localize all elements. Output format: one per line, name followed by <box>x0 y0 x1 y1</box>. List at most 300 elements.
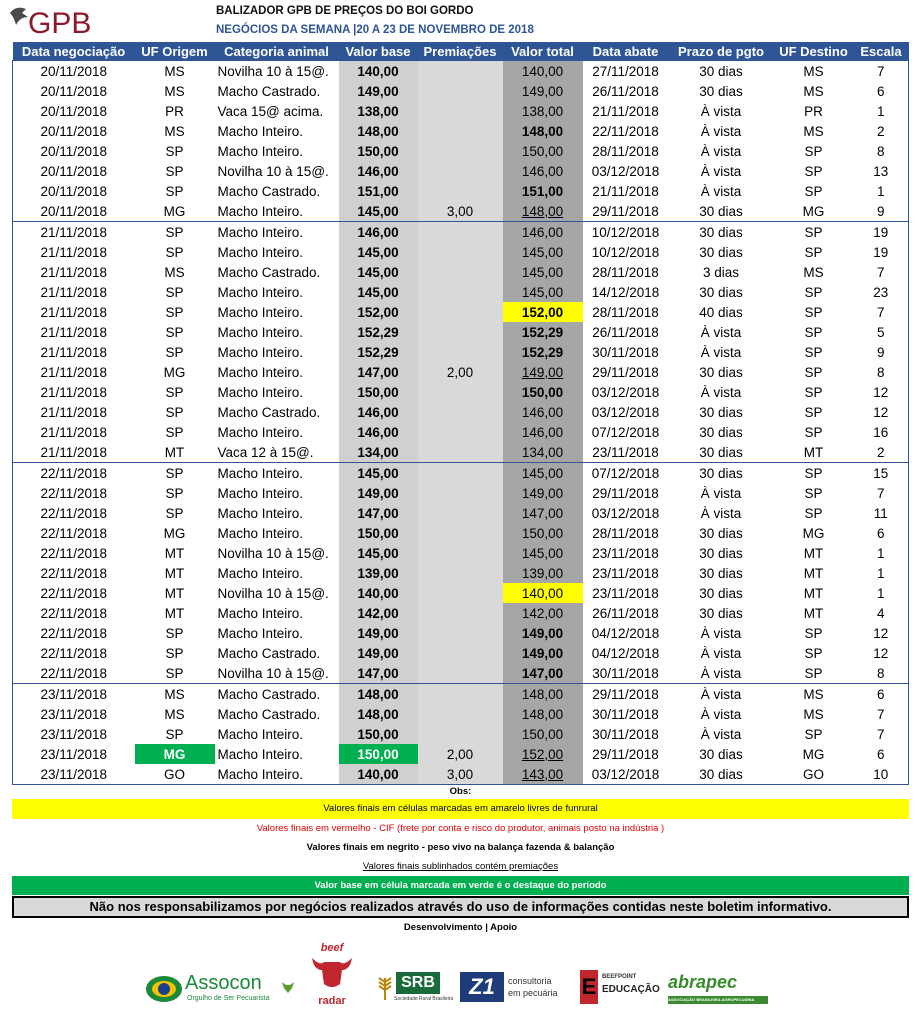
report-title: BALIZADOR GPB DE PREÇOS DO BOI GORDO <box>216 5 474 17</box>
premium-cell <box>418 222 503 243</box>
origin-state-cell: MT <box>164 585 185 601</box>
category-cell: Vaca 12 à 15@. <box>217 444 314 460</box>
slaughter-date-cell: 26/11/2018 <box>592 324 659 340</box>
payment-term-cell: 30 dias <box>699 746 743 762</box>
table-row <box>13 382 909 402</box>
premium-cell: 2,00 <box>418 362 503 382</box>
origin-state-cell: MG <box>135 744 215 764</box>
total-value-text: 148,00 <box>521 123 564 139</box>
trade-date-cell: 22/11/2018 <box>13 463 135 484</box>
origin-state-cell: MS <box>135 61 215 82</box>
origin-state-cell: MT <box>164 545 185 561</box>
total-value-text: 150,00 <box>521 726 564 742</box>
schedule-cell: 15 <box>854 463 909 484</box>
total-value-cell <box>503 463 583 484</box>
origin-state-cell: MG <box>163 364 186 380</box>
trade-date-cell: 20/11/2018 <box>13 61 135 82</box>
slaughter-date-cell: 29/11/2018 <box>583 684 669 705</box>
premium-cell <box>418 503 503 523</box>
payment-term-cell: 30 dias <box>699 444 743 460</box>
schedule-cell: 7 <box>876 726 885 742</box>
beefpoint-logo <box>580 970 660 1010</box>
slaughter-date-cell: 30/11/2018 <box>592 665 659 681</box>
beef-radar-logo <box>307 942 357 1020</box>
assocon-name: Assocon <box>185 972 262 994</box>
origin-state-cell: SP <box>165 424 184 440</box>
destination-state-cell: SP <box>804 665 823 681</box>
payment-term-cell: À vista <box>700 344 742 360</box>
slaughter-date-cell: 21/11/2018 <box>592 183 659 199</box>
origin-state-cell: SP <box>135 463 215 484</box>
base-value-cell: 148,00 <box>339 121 418 141</box>
total-value-text: 139,00 <box>521 565 564 581</box>
total-value-cell <box>503 242 583 262</box>
base-value-cell: 138,00 <box>339 101 418 121</box>
category-cell: Novilha 10 à 15@. <box>217 545 329 561</box>
total-value-text: 152,00 <box>521 304 564 320</box>
trade-date-cell: 20/11/2018 <box>40 203 108 219</box>
trade-date-cell: 22/11/2018 <box>40 585 108 601</box>
base-value-cell: 150,00 <box>339 382 418 402</box>
table-row <box>13 101 909 121</box>
trade-date-cell: 21/11/2018 <box>40 244 108 260</box>
total-value-text: 148,00 <box>521 203 564 219</box>
table-row <box>13 422 909 442</box>
total-value-cell <box>503 643 583 663</box>
total-value-text: 150,00 <box>521 525 564 541</box>
trade-date-cell: 20/11/2018 <box>40 143 108 159</box>
trade-date-cell: 20/11/2018 <box>40 163 108 179</box>
payment-term-cell: À vista <box>700 143 742 159</box>
base-value-cell: 147,00 <box>339 663 418 684</box>
premium-cell <box>418 583 503 603</box>
premium-cell: 2,00 <box>418 744 503 764</box>
total-value-cell <box>503 704 583 724</box>
payment-term-cell: À vista <box>700 625 742 641</box>
total-value-text: 146,00 <box>521 163 564 179</box>
payment-term-cell: 30 dias <box>669 463 774 484</box>
origin-state-cell: SP <box>165 726 184 742</box>
srb-tagline: Sociedade Rural Brasileira <box>394 996 454 1002</box>
destination-state-cell: MS <box>803 123 824 139</box>
column-header: Data abate <box>583 42 669 61</box>
payment-term-cell: 3 dias <box>702 264 740 280</box>
slaughter-date-cell: 30/11/2018 <box>592 726 659 742</box>
category-cell: Macho Inteiro. <box>217 203 304 219</box>
total-value-cell <box>503 623 583 643</box>
payment-term-cell: À vista <box>700 103 742 119</box>
trade-date-cell: 22/11/2018 <box>40 505 108 521</box>
table-row <box>13 61 909 82</box>
premium-cell <box>418 603 503 623</box>
slaughter-date-cell: 27/11/2018 <box>583 61 669 82</box>
schedule-cell: 6 <box>876 525 885 541</box>
destination-state-cell: MT <box>803 585 824 601</box>
trade-date-cell: 22/11/2018 <box>40 665 108 681</box>
bull-icon <box>281 980 295 994</box>
total-value-cell <box>503 483 583 503</box>
premium-cell <box>418 442 503 463</box>
base-value-cell: 142,00 <box>339 603 418 623</box>
category-cell: Macho Inteiro. <box>215 222 339 243</box>
premium-cell <box>418 141 503 161</box>
destination-state-cell: MG <box>802 746 825 762</box>
slaughter-date-cell: 23/11/2018 <box>592 545 659 561</box>
assocon-logo <box>145 970 295 1010</box>
origin-state-cell: SP <box>165 505 184 521</box>
trade-day-group <box>13 463 909 684</box>
payment-term-cell: 30 dias <box>669 764 774 785</box>
beef-radar-bottom: radar <box>318 995 346 1007</box>
base-value-cell: 150,00 <box>339 724 418 744</box>
trade-date-cell: 23/11/2018 <box>40 726 108 742</box>
table-row <box>13 543 909 563</box>
schedule-cell: 1 <box>876 565 885 581</box>
total-value-cell <box>503 222 583 243</box>
prices-table <box>12 42 909 785</box>
prices-table-wrapper <box>12 42 908 785</box>
slaughter-date-cell: 23/11/2018 <box>592 444 659 460</box>
table-row <box>13 161 909 181</box>
premium-cell <box>418 543 503 563</box>
schedule-cell: 6 <box>854 684 909 705</box>
destination-state-cell: SP <box>804 404 823 420</box>
note-bold: Valores finais em negrito - peso vivo na balança fazenda & balanção <box>306 842 615 853</box>
base-value-cell: 150,00 <box>339 141 418 161</box>
column-header: Escala <box>854 42 909 61</box>
report-subtitle: NEGÓCIOS DA SEMANA |20 A 23 DE NOVEMBRO DE 2018 <box>216 24 534 36</box>
schedule-cell: 8 <box>876 143 885 159</box>
category-cell: Novilha 10 à 15@. <box>217 585 329 601</box>
note-underline-text: Valores finais sublinhados contém premiações <box>362 861 559 872</box>
slaughter-date-cell: 23/11/2018 <box>592 565 659 581</box>
category-cell: Macho Castrado. <box>217 404 321 420</box>
trade-date-cell: 20/11/2018 <box>40 103 108 119</box>
total-value-cell <box>503 764 583 785</box>
trade-date-cell: 22/11/2018 <box>40 545 108 561</box>
destination-state-cell: SP <box>804 364 823 380</box>
base-value-cell: 148,00 <box>339 704 418 724</box>
total-value-text: 147,00 <box>521 505 564 521</box>
trade-date-cell: 21/11/2018 <box>40 384 108 400</box>
obs-label: Obs: <box>449 786 472 797</box>
category-cell: Macho Inteiro. <box>217 364 304 380</box>
trade-date-cell: 23/11/2018 <box>13 684 135 705</box>
slaughter-date-cell: 04/12/2018 <box>591 645 660 661</box>
total-value-cell <box>503 121 583 141</box>
schedule-cell: 7 <box>876 264 885 280</box>
destination-state-cell: SP <box>804 625 823 641</box>
total-value-text: 149,00 <box>521 625 564 641</box>
payment-term-cell: 30 dias <box>699 244 743 260</box>
table-row <box>13 643 909 663</box>
destination-state-cell: MS <box>803 264 824 280</box>
payment-term-cell: 40 dias <box>699 304 743 320</box>
schedule-cell: 9 <box>876 344 885 360</box>
origin-state-cell: SP <box>165 384 184 400</box>
schedule-cell: 12 <box>873 404 889 420</box>
column-header: UF Destino <box>774 42 854 61</box>
total-value-text: 145,00 <box>521 284 564 300</box>
payment-term-cell: 30 dias <box>699 83 743 99</box>
table-row <box>13 282 909 302</box>
payment-term-cell: 30 dias <box>669 222 774 243</box>
slaughter-date-cell: 22/11/2018 <box>592 123 659 139</box>
origin-state-cell: MT <box>164 444 185 460</box>
destination-state-cell: GO <box>774 764 854 785</box>
origin-state-cell: MG <box>163 203 186 219</box>
payment-term-cell: À vista <box>700 726 742 742</box>
trade-date-cell: 21/11/2018 <box>40 444 108 460</box>
category-cell: Macho Inteiro. <box>217 123 304 139</box>
premium-cell <box>418 322 503 342</box>
total-value-cell <box>503 724 583 744</box>
slaughter-date-cell: 30/11/2018 <box>592 706 659 722</box>
premium-cell <box>418 523 503 543</box>
column-header: Valor total <box>503 42 583 61</box>
abrapec-logo <box>668 972 774 1006</box>
schedule-cell: 5 <box>876 324 885 340</box>
slaughter-date-cell: 21/11/2018 <box>592 103 659 119</box>
total-value-text: 149,00 <box>521 364 564 380</box>
category-cell: Vaca 15@ acima. <box>217 103 324 119</box>
payment-term-cell: À vista <box>700 123 742 139</box>
base-value-cell: 147,00 <box>339 503 418 523</box>
total-value-text: 150,00 <box>521 384 564 400</box>
schedule-cell: 1 <box>876 585 885 601</box>
slaughter-date-cell: 14/12/2018 <box>591 284 660 300</box>
payment-term-cell: À vista <box>700 183 742 199</box>
base-value-cell: 148,00 <box>339 684 418 705</box>
premium-cell <box>418 302 503 322</box>
trade-date-cell: 22/11/2018 <box>40 605 108 621</box>
schedule-cell: 7 <box>876 304 885 320</box>
table-row <box>13 483 909 503</box>
table-row <box>13 724 909 744</box>
table-row <box>13 583 909 603</box>
schedule-cell: 12 <box>873 625 889 641</box>
destination-state-cell: SP <box>804 505 823 521</box>
column-header: Categoria animal <box>215 42 339 61</box>
destination-state-cell: SP <box>804 485 823 501</box>
trade-date-cell: 20/11/2018 <box>40 83 108 99</box>
table-header-row <box>13 42 909 61</box>
trade-date-cell: 23/11/2018 <box>40 706 108 722</box>
total-value-cell <box>503 442 583 463</box>
schedule-cell: 8 <box>876 665 885 681</box>
payment-term-cell: 30 dias <box>669 61 774 82</box>
destination-state-cell: SP <box>804 244 823 260</box>
destination-state-cell: MS <box>803 83 824 99</box>
origin-state-cell: SP <box>165 163 184 179</box>
payment-term-cell: 30 dias <box>699 545 743 561</box>
trade-date-cell: 20/11/2018 <box>40 123 108 139</box>
total-value-text: 134,00 <box>521 444 564 460</box>
total-value-text: 146,00 <box>521 424 564 440</box>
category-cell: Macho Inteiro. <box>217 485 304 501</box>
table-row <box>13 181 909 201</box>
base-value-cell: 150,00 <box>339 744 418 764</box>
schedule-cell: 9 <box>876 203 885 219</box>
destination-state-cell: MS <box>774 61 854 82</box>
base-value-cell: 152,29 <box>339 342 418 362</box>
trade-date-cell: 22/11/2018 <box>40 625 108 641</box>
total-value-text: 149,00 <box>521 485 564 501</box>
total-value-cell <box>503 663 583 684</box>
slaughter-date-cell: 29/11/2018 <box>592 203 659 219</box>
total-value-text: 145,00 <box>521 545 564 561</box>
origin-state-cell: MS <box>164 264 185 280</box>
origin-state-cell: SP <box>165 183 184 199</box>
premium-cell <box>418 161 503 181</box>
table-row <box>13 322 909 342</box>
payment-term-cell: 30 dias <box>699 284 743 300</box>
destination-state-cell: PR <box>804 103 823 119</box>
total-value-cell <box>503 543 583 563</box>
total-value-text: 152,00 <box>521 746 564 762</box>
total-value-text: 150,00 <box>521 143 564 159</box>
destination-state-cell: MT <box>803 444 824 460</box>
total-value-cell <box>503 101 583 121</box>
destination-state-cell: SP <box>804 645 823 661</box>
total-value-text: 143,00 <box>521 766 564 782</box>
total-value-text: 140,00 <box>521 63 564 79</box>
base-value-cell: 146,00 <box>339 402 418 422</box>
slaughter-date-cell: 28/11/2018 <box>592 143 659 159</box>
destination-state-cell: MT <box>803 565 824 581</box>
total-value-text: 148,00 <box>521 686 564 702</box>
total-value-text: 145,00 <box>521 465 564 481</box>
table-row <box>13 442 909 463</box>
total-value-text: 148,00 <box>521 706 564 722</box>
payment-term-cell: À vista <box>700 645 742 661</box>
premium-cell <box>418 422 503 442</box>
schedule-cell: 2 <box>876 123 885 139</box>
schedule-cell: 7 <box>876 706 885 722</box>
trade-date-cell: 21/11/2018 <box>40 364 108 380</box>
base-value-cell: 139,00 <box>339 563 418 583</box>
base-value-cell: 149,00 <box>339 623 418 643</box>
table-row <box>13 262 909 282</box>
column-header: Data negociação <box>13 42 135 61</box>
total-value-text: 146,00 <box>521 224 564 240</box>
total-value-text: 152,29 <box>521 344 564 360</box>
payment-term-cell: À vista <box>700 324 742 340</box>
total-value-cell <box>503 503 583 523</box>
category-cell: Macho Inteiro. <box>217 746 304 762</box>
base-value-cell: 145,00 <box>339 543 418 563</box>
premium-cell <box>418 684 503 705</box>
origin-state-cell: SP <box>165 625 184 641</box>
destination-state-cell: SP <box>804 304 823 320</box>
base-value-cell: 145,00 <box>339 262 418 282</box>
schedule-cell: 16 <box>873 424 889 440</box>
total-value-text: 140,00 <box>521 585 564 601</box>
payment-term-cell: 30 dias <box>699 203 743 219</box>
base-value-cell: 145,00 <box>339 282 418 302</box>
report-header <box>0 0 921 42</box>
payment-term-cell: À vista <box>700 485 742 501</box>
base-value-cell: 146,00 <box>339 161 418 181</box>
premium-cell <box>418 121 503 141</box>
schedule-cell: 7 <box>854 61 909 82</box>
trade-date-cell: 21/11/2018 <box>40 404 108 420</box>
destination-state-cell: SP <box>804 344 823 360</box>
category-cell: Macho Castrado. <box>217 183 321 199</box>
premium-cell <box>418 61 503 82</box>
total-value-cell <box>503 161 583 181</box>
payment-term-cell: À vista <box>700 706 742 722</box>
schedule-cell: 19 <box>873 244 889 260</box>
table-row <box>13 523 909 543</box>
table-row <box>13 563 909 583</box>
premium-cell <box>418 181 503 201</box>
slaughter-date-cell: 07/12/2018 <box>591 424 660 440</box>
slaughter-date-cell: 29/11/2018 <box>592 746 659 762</box>
wheat-icon <box>376 974 394 1000</box>
total-value-cell <box>503 603 583 623</box>
trade-date-cell: 21/11/2018 <box>40 424 108 440</box>
slaughter-date-cell: 26/11/2018 <box>592 83 659 99</box>
destination-state-cell: SP <box>804 143 823 159</box>
base-value-cell: 152,29 <box>339 322 418 342</box>
origin-state-cell: MS <box>135 684 215 705</box>
destination-state-cell: SP <box>804 424 823 440</box>
trade-date-cell: 23/11/2018 <box>40 746 108 762</box>
srb-logo <box>376 970 454 1010</box>
schedule-cell: 4 <box>876 605 885 621</box>
destination-state-cell: SP <box>774 463 854 484</box>
schedule-cell: 1 <box>876 183 885 199</box>
origin-state-cell: SP <box>165 344 184 360</box>
total-value-cell <box>503 684 583 705</box>
total-value-cell <box>503 322 583 342</box>
total-value-text: 151,00 <box>521 183 564 199</box>
category-cell: Macho Inteiro. <box>217 244 304 260</box>
note-underline <box>12 857 909 876</box>
schedule-cell: 10 <box>854 764 909 785</box>
premium-cell <box>418 282 503 302</box>
origin-state-cell: MG <box>163 525 186 541</box>
premium-cell <box>418 483 503 503</box>
category-cell: Macho Castrado. <box>217 264 321 280</box>
total-value-text: 146,00 <box>521 404 564 420</box>
base-value-cell: 145,00 <box>339 463 418 484</box>
category-cell: Macho Inteiro. <box>217 625 304 641</box>
category-cell: Macho Inteiro. <box>215 764 339 785</box>
destination-state-cell: SP <box>804 384 823 400</box>
table-row <box>13 302 909 322</box>
base-value-cell: 134,00 <box>339 442 418 463</box>
origin-state-cell: SP <box>165 665 184 681</box>
destination-state-cell: MG <box>802 203 825 219</box>
schedule-cell: 2 <box>876 444 885 460</box>
slaughter-date-cell: 29/11/2018 <box>592 485 659 501</box>
total-value-text: 145,00 <box>521 264 564 280</box>
destination-state-cell: SP <box>774 222 854 243</box>
category-cell: Macho Inteiro. <box>217 726 304 742</box>
premium-cell <box>418 101 503 121</box>
total-value-cell <box>503 141 583 161</box>
z1-tagline-2: em pecuária <box>508 988 558 998</box>
payment-term-cell: À vista <box>700 665 742 681</box>
trade-date-cell: 21/11/2018 <box>40 264 108 280</box>
premium-cell: 3,00 <box>418 201 503 222</box>
total-value-cell <box>503 523 583 543</box>
category-cell: Macho Inteiro. <box>217 525 304 541</box>
premium-cell <box>418 463 503 484</box>
premium-cell <box>418 81 503 101</box>
